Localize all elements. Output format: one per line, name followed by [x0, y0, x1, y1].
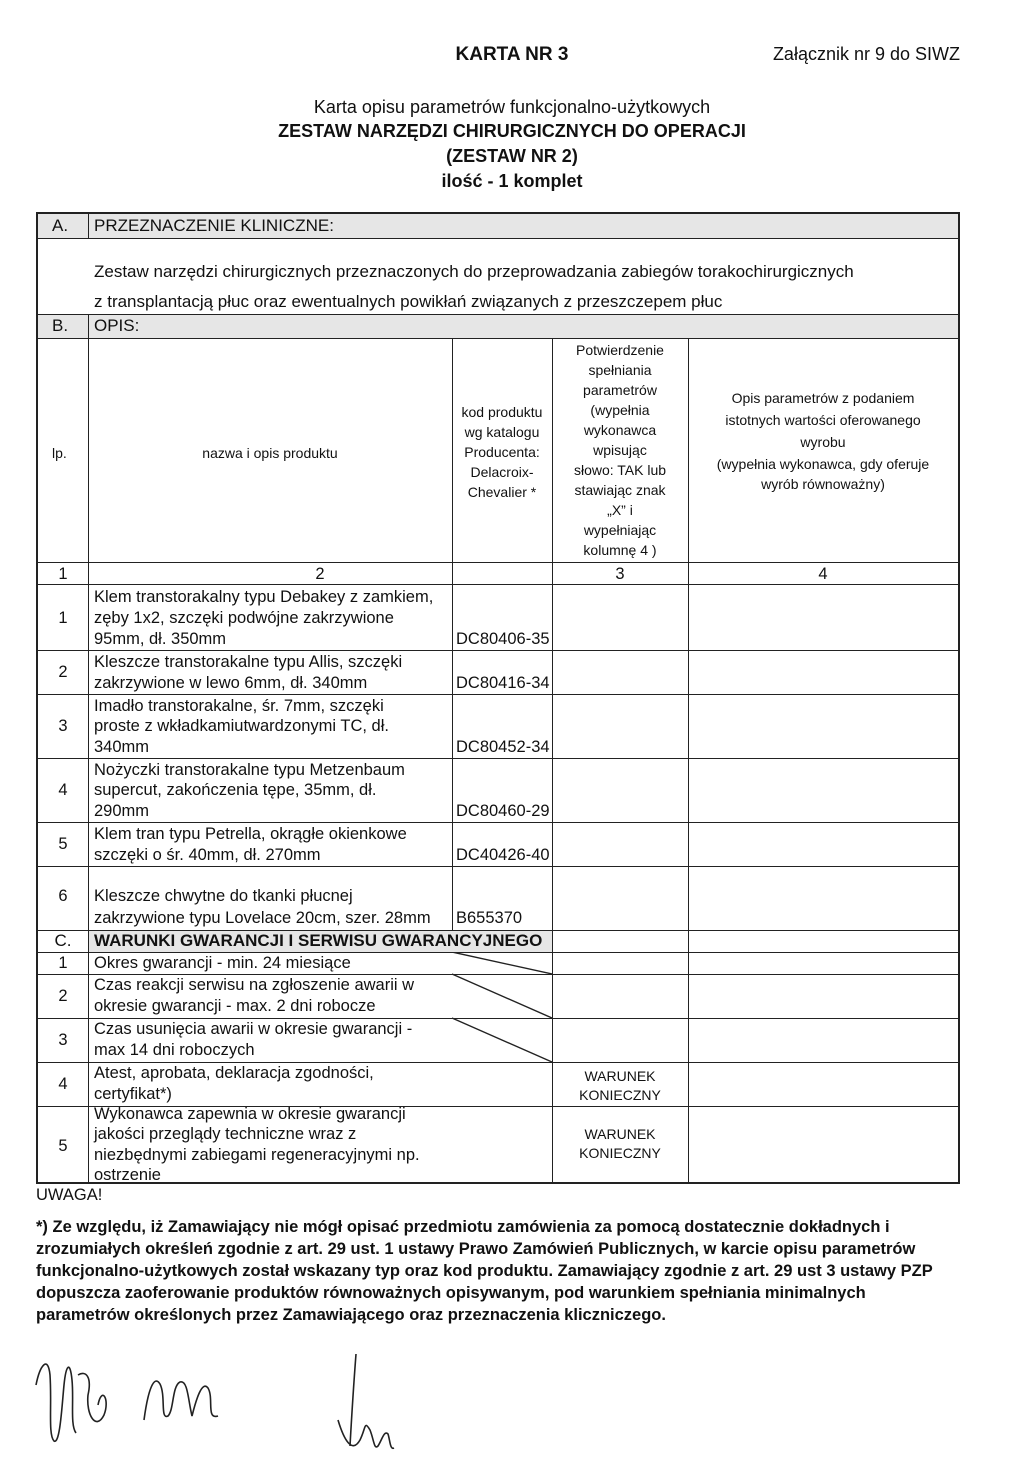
purpose-line-1: Zestaw narzędzi chirurgicznych przeznaczonych do przeprowadzania zabiegów torakochirurgicznych: [94, 262, 854, 281]
col-number-4: 4: [818, 565, 828, 583]
col-desc-header-1: Opis parametrów z podaniem: [731, 390, 915, 406]
col-number-2: 2: [315, 565, 325, 583]
section-a-letter: A.: [52, 216, 69, 235]
product-desc-line: Klem transtorakalny typu Debakey z zamkiem,: [94, 588, 434, 606]
col-code-header-2: wg katalogu: [464, 424, 540, 440]
warranty-row-number: 4: [58, 1075, 68, 1093]
col-code-header-5: Chevalier *: [467, 484, 537, 500]
product-code: DC80406-35: [456, 630, 550, 648]
col-confirm-header-5: wykonawca: [583, 422, 657, 438]
section-a-title: PRZEZNACZENIE KLINICZNE:: [94, 216, 334, 235]
product-row-number: 1: [58, 609, 68, 627]
col-desc-header-2: istotnych wartości oferowanego: [725, 412, 921, 428]
warranty-desc-line: Czas usunięcia awarii w okresie gwarancji -: [94, 1020, 413, 1038]
col-confirm-header-1: Potwierdzenie: [576, 342, 664, 358]
product-code: DC80416-34: [456, 674, 550, 692]
product-desc-line: 95mm, dł. 350mm: [94, 630, 227, 648]
warranty-desc-line: Atest, aprobata, deklaracja zgodności,: [94, 1064, 374, 1082]
warranty-desc-line: okresie gwarancji - max. 2 dni robocze: [94, 997, 376, 1015]
warranty-row-number: 2: [58, 987, 68, 1005]
col-code-header-1: kod produktu: [461, 404, 543, 420]
product-row-number: 5: [58, 835, 68, 853]
col-confirm-header-7: słowo: TAK lub: [573, 462, 667, 478]
col-confirm-header-4: (wypełnia: [590, 402, 650, 418]
product-code: DC80452-34: [456, 738, 550, 756]
col-number-3: 3: [615, 565, 625, 583]
set-number: (ZESTAW NR 2): [446, 146, 578, 166]
quantity: ilość - 1 komplet: [441, 171, 583, 191]
col-desc-header-3: wyrobu: [800, 434, 846, 450]
footnote-text: *) Ze względu, iż Zamawiający nie mógł opisać przedmiotu zamówienia za pomocą dostatecznie dokładnych i zrozumiałych określeń zgodnie z art. 29 ust. 1 ustawy Prawo Zamówień Publicznych, w karcie opisu parametrów funkcjonalno-użytkowych został wskazany typ oraz kod produktu. Zamawiający zgodnie z art. 29 ust 3 ustawy PZP dopuszcza zaoferowanie produktów równoważnych opisywanym, pod warunkiem spełniania minimalnych parametrów określonych przez Zamawiającego oraz przeznaczenia kliczniczego.: [36, 1218, 933, 1324]
product-code: B655370: [456, 909, 523, 927]
required-condition: KONIECZNY: [579, 1087, 661, 1103]
signature-2: [140, 1360, 230, 1440]
product-desc-line: Kleszcze chwytne do tkanki płucnej: [94, 887, 353, 905]
product-row-number: 3: [58, 717, 68, 735]
col-lp-header: lp.: [52, 445, 67, 461]
warranty-desc-line: certyfikat*): [94, 1085, 172, 1103]
parameter-table: [36, 212, 960, 1184]
section-b-bar: [38, 314, 958, 338]
warranty-row-number: 3: [58, 1031, 68, 1049]
product-code: DC80460-29: [456, 802, 550, 820]
product-desc-line: Klem tran typu Petrella, okrągłe okienkowe: [94, 825, 407, 843]
col-confirm-header-6: wpisując: [593, 442, 647, 458]
warranty-desc-line: niezbędnymi zabiegami regeneracyjnymi np.: [94, 1146, 420, 1164]
product-desc-line: zakrzywione typu Lovelace 20cm, szer. 28mm: [94, 909, 431, 927]
product-code: DC40426-40: [456, 846, 550, 864]
purpose-line-2: z transplantacją płuc oraz ewentualnych powikłań związanych z przeszczepem płuc: [94, 292, 723, 311]
card-title: KARTA NR 3: [455, 44, 569, 65]
col-confirm-header-8: stawiając znak: [574, 482, 666, 498]
form-subtitle: Karta opisu parametrów funkcjonalno-użytkowych: [313, 97, 711, 117]
product-row-number: 6: [58, 887, 68, 905]
col-confirm-header-3: parametrów: [583, 382, 657, 398]
warranty-desc-line: Okres gwarancji - min. 24 miesiące: [94, 954, 351, 972]
warranty-row-number: 1: [58, 954, 68, 972]
section-b-title: OPIS:: [94, 316, 140, 335]
product-row-number: 4: [58, 781, 68, 799]
section-c-letter: C.: [54, 931, 72, 950]
signature-3: [330, 1350, 410, 1458]
warranty-desc-line: Wykonawca zapewnia w okresie gwarancji: [94, 1105, 406, 1123]
section-c-title: WARUNKI GWARANCJI I SERWISU GWARANCYJNEGO: [94, 931, 543, 950]
col-name-header: nazwa i opis produktu: [202, 445, 338, 461]
warranty-desc-line: jakości przeglądy techniczne wraz z: [94, 1125, 357, 1143]
attachment-label: Załącznik nr 9 do SIWZ: [772, 44, 960, 64]
warranty-desc-line: Czas reakcji serwisu na zgłoszenie awarii w: [94, 976, 415, 994]
signature-1: [30, 1345, 140, 1450]
col-desc-header-4: (wypełnia wykonawca, gdy oferuje: [716, 456, 930, 472]
col-code-header-4: Delacroix-: [470, 464, 534, 480]
product-desc-line: Nożyczki transtorakalne typu Metzenbaum: [94, 761, 405, 779]
product-desc-line: szczęki o śr. 40mm, dł. 270mm: [94, 846, 321, 864]
warranty-row-number: 5: [58, 1137, 68, 1155]
col-confirm-header-10: wypełniając: [583, 522, 657, 538]
product-desc-line: zęby 1x2, szczęki podwójne zakrzywione: [94, 609, 394, 627]
product-desc-line: Imadło transtorakalne, śr. 7mm, szczęki: [94, 697, 384, 715]
product-desc-line: zakrzywione w lewo 6mm, dł. 340mm: [94, 674, 368, 692]
required-condition: KONIECZNY: [579, 1145, 661, 1161]
product-desc-line: supercut, zakończenia tępe, 35mm, dł.: [94, 781, 377, 799]
required-condition: WARUNEK: [584, 1068, 656, 1084]
col-confirm-header-2: spełniania: [588, 362, 652, 378]
strike-lines: [452, 952, 552, 1106]
product-desc-line: proste z wkładkamiutwardzonymi TC, dł.: [94, 717, 389, 735]
col-confirm-header-11: kolumnę 4 ): [583, 542, 657, 558]
section-b-letter: B.: [52, 316, 69, 335]
col-confirm-header-9: „X” i: [607, 502, 633, 518]
required-condition: WARUNEK: [584, 1126, 656, 1142]
product-row-number: 2: [58, 663, 68, 681]
col-desc-header-5: wyrób równoważny): [761, 476, 885, 492]
product-desc-line: Kleszcze transtorakalne typu Allis, szczęki: [94, 653, 403, 671]
product-desc-line: 290mm: [94, 802, 150, 820]
warning-label: UWAGA!: [36, 1186, 103, 1204]
warranty-desc-line: max 14 dni roboczych: [94, 1041, 255, 1059]
warranty-desc-line: ostrzenie: [94, 1166, 161, 1184]
col-number-1: 1: [58, 565, 68, 583]
col-code-header-3: Producenta:: [464, 444, 540, 460]
set-name: ZESTAW NARZĘDZI CHIRURGICZNYCH DO OPERACJI: [278, 121, 746, 141]
product-desc-line: 340mm: [94, 738, 150, 756]
